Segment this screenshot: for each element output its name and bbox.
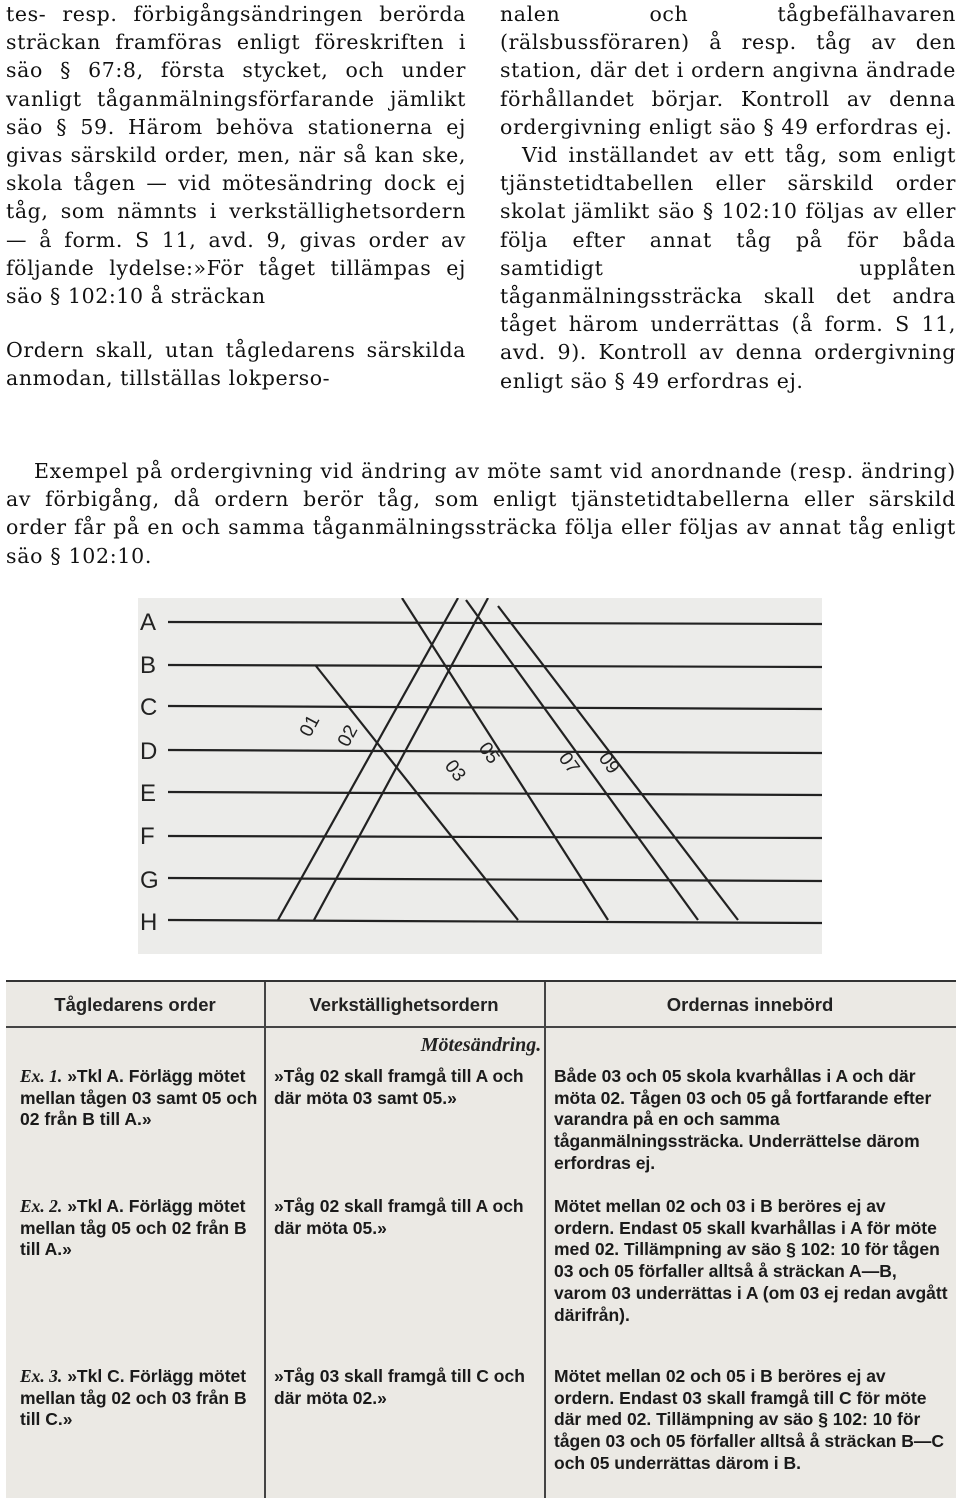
example-intro-paragraph: Exempel på ordergivning vid ändring av möte samt vid anordnande (resp. ändring) av förbigång, då ordern berör tåg, som enligt tjänstetidtabellerna eller särskild order får på en och samma tåganmälningssträcka följa eller följas av annat tåg enligt säo § 102:10. [6, 459, 956, 568]
station-label-a: A [140, 609, 157, 636]
train-line-07 [466, 600, 698, 920]
train-line-01 [278, 598, 458, 920]
station-line-e [168, 792, 822, 795]
row-2-verkstallighetsorder: »Tåg 02 skall framgå till A och där möta 05.» [274, 1196, 524, 1238]
train-graph-diagram [138, 598, 822, 954]
row-2-meaning: Mötet mellan 02 och 03 i B beröres ej av ordern. Endast 05 skall kvarhållas i A för möte med 02. Tillämpning av säo § 102: 10 för tågen 03 och 05 förfaller alltså å sträckan A—B, varom 03 underrättas i A (om 03 ej redan avgått därifrån). [554, 1196, 948, 1325]
row-2-order [20, 1196, 258, 1261]
header-tagledarens-order: Tågledarens order [54, 994, 216, 1015]
row-1-verkstallighetsorder: »Tåg 02 skall framgå till A och där möta 03 samt 05.» [274, 1066, 524, 1108]
station-line-h [168, 920, 822, 923]
train-label-02: 02 [333, 721, 363, 751]
train-graph-svg [138, 598, 822, 954]
station-label-h: H [140, 909, 158, 936]
order-examples-table [6, 980, 956, 1498]
train-label-03: 03 [440, 756, 470, 786]
left-paragraph-1: tes- resp. förbigångsändringen berörda sträckan framföras enligt föreskriften i säo § 67:8, första stycket, och under vanligt tåganmälningsförfarande jämlikt säo § 59. Härom behöva stationerna ej givas särskild order, men, när så kan ske, skola tågen — vid mötesändring dock ej tåg, som nämnts i verkställighetsordern — å form. S 11, avd. 9, givas order av följande lydelse:»För tåget tillämpas ej säo § 102:10 å sträckan [6, 2, 466, 309]
station-label-b: B [140, 652, 157, 679]
station-line-c [168, 706, 822, 709]
station-line-f [168, 836, 822, 838]
right-paragraph-2: Vid inställandet av ett tåg, som enligt tjänstetidtabellen eller särskild order skolat jämlikt säo § 102:10 följas av eller följa efter annat tåg på för båda samtidigt upplåten tåganmälningssträcka skall det andra tåget härom underrättas (å form. S 11, avd. 9). Kontroll av denna ordergivning enligt säo § 49 erfordras ej. [500, 143, 956, 393]
train-line-02 [314, 598, 488, 920]
train-label-01: 01 [295, 711, 325, 741]
row-1-order-text: »Tkl A. Förlägg mötet mellan tågen 03 samt 05 och 02 från B till A.» [20, 1066, 258, 1130]
station-label-f: F [140, 823, 155, 850]
row-3-order [20, 1366, 258, 1431]
header-verkstallighetsordern: Verkställighetsordern [309, 994, 499, 1015]
row-1-example-label: Ex. 1. [20, 1066, 63, 1086]
column-divider-2 [544, 982, 546, 1498]
station-line-g [168, 878, 822, 881]
left-paragraph-2: Ordern skall, utan tågledarens särskilda anmodan, tillställas lokperso- [6, 338, 466, 391]
row-1-order [20, 1066, 258, 1131]
train-label-05: 05 [473, 738, 504, 769]
row-3-order-text: »Tkl C. Förlägg mötet mellan tåg 02 och 03 från B till C.» [20, 1366, 247, 1430]
row-2-order-text: »Tkl A. Förlägg mötet mellan tåg 05 och 02 från B till A.» [20, 1196, 247, 1260]
section-title-motesandring: Mötesändring. [420, 1034, 542, 1056]
right-paragraph-1: nalen och tågbefälhavaren (rälsbussföraren) å resp. tåg av den station, där det i ordern angivna ändrade förhållandet börjar. Kontroll av denna ordergivning enligt säo § 49 erfordras ej. [500, 2, 956, 139]
station-label-c: C [140, 694, 158, 721]
row-2-example-label: Ex. 2. [20, 1196, 63, 1216]
station-label-d: D [140, 738, 158, 765]
header-divider [6, 1026, 956, 1028]
row-3-verkstallighetsorder: »Tåg 03 skall framgå till C och där möta 02.» [274, 1366, 525, 1408]
row-3-meaning: Mötet mellan 02 och 05 i B beröres ej av ordern. Endast 03 skall framgå till C för möte där med 02. Tillämpning av säo § 102: 10 för tågen 03 och 05 förfaller alltså å sträckan B—C och 05 underrättas därom i B. [554, 1366, 945, 1473]
station-line-a [168, 622, 822, 624]
header-ordernas-innebord: Ordernas innebörd [666, 994, 834, 1015]
train-label-09: 09 [593, 748, 624, 779]
station-line-b [168, 665, 822, 667]
column-divider-1 [264, 982, 266, 1498]
left-text-column [6, 0, 466, 393]
right-text-column [500, 0, 956, 395]
row-1-meaning: Både 03 och 05 skola kvarhållas i A och där möta 02. Tågen 03 och 05 gå fortfarande efter varandra på en och samma tåganmälningssträcka. Underrättelse därom erfordras ej. [554, 1066, 932, 1173]
row-3-example-label: Ex. 3. [20, 1366, 63, 1386]
station-label-e: E [140, 780, 157, 807]
station-label-g: G [140, 867, 159, 894]
train-label-07: 07 [553, 748, 584, 779]
